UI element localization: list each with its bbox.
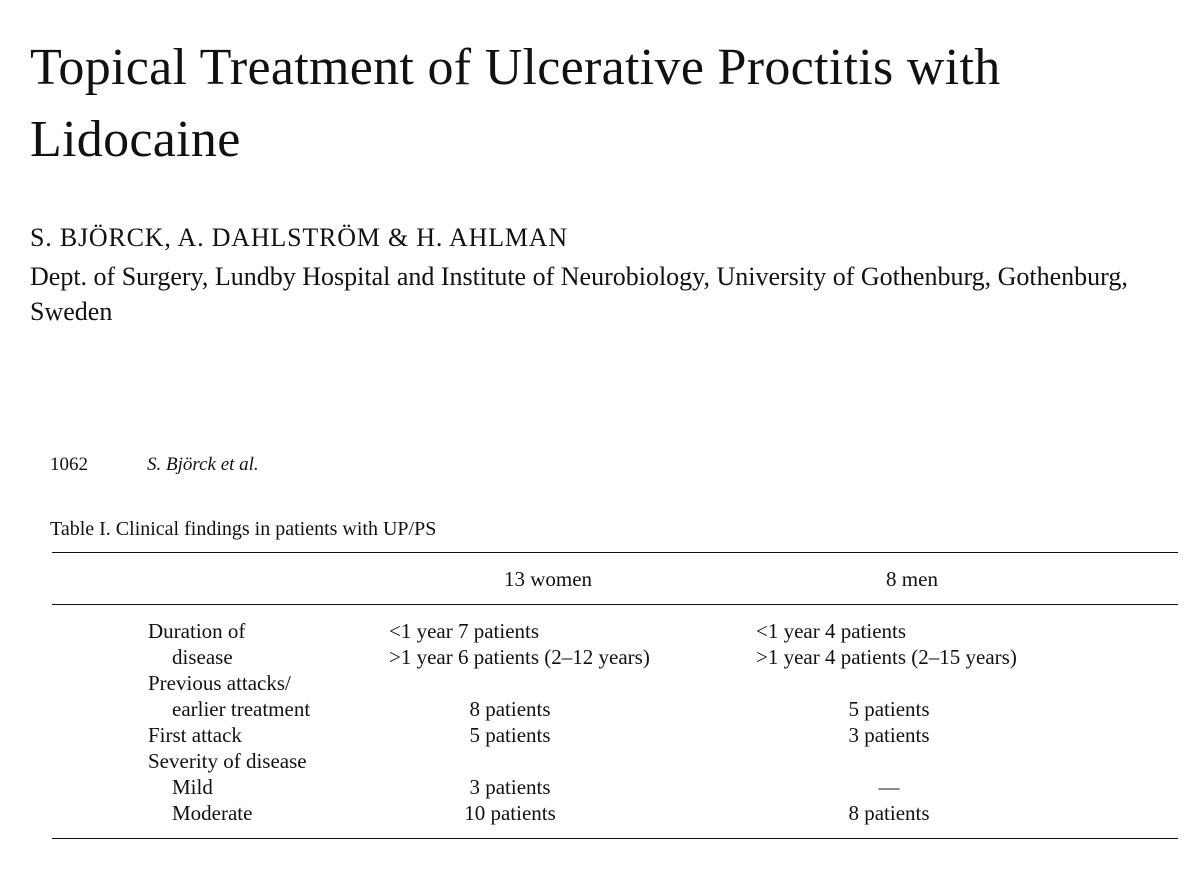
row-label-mild: Mild bbox=[172, 775, 213, 799]
cell-men-earlier-treatment: 5 patients bbox=[848, 697, 930, 721]
row-label-severity: Severity of disease bbox=[148, 749, 307, 773]
table-bottom-rule bbox=[52, 838, 1178, 839]
row-label-first-attack: First attack bbox=[148, 723, 242, 747]
running-header bbox=[50, 453, 259, 477]
author-list: S. BJÖRCK, A. DAHLSTRÖM & H. AHLMAN bbox=[30, 223, 568, 252]
cell-men-duration-lt1: <1 year 4 patients bbox=[756, 619, 907, 643]
cell-women-mild: 3 patients bbox=[469, 775, 551, 799]
cell-women-earlier-treatment: 8 patients bbox=[469, 697, 551, 721]
table-caption: Table I. Clinical findings in patients with UP/PS bbox=[50, 518, 437, 540]
cell-women-moderate: 10 patients bbox=[464, 801, 556, 825]
row-label-moderate: Moderate bbox=[172, 801, 253, 825]
cell-women-first-attack: 5 patients bbox=[469, 723, 551, 747]
cell-men-moderate: 8 patients bbox=[848, 801, 930, 825]
row-label-duration: Duration of bbox=[148, 619, 246, 643]
cell-men-first-attack: 3 patients bbox=[848, 723, 930, 747]
row-label-disease: disease bbox=[172, 645, 233, 669]
article-title: Topical Treatment of Ulcerative Proctitis with Lidocaine bbox=[30, 39, 1001, 168]
running-authors: S. Björck et al. bbox=[147, 454, 259, 475]
author-affiliation: Dept. of Surgery, Lundby Hospital and Institute of Neurobiology, University of Gothenburg, Gothenburg, Sweden bbox=[30, 262, 1128, 326]
cell-women-duration-gt1: >1 year 6 patients (2–12 years) bbox=[389, 645, 650, 669]
table-header-rule bbox=[52, 604, 1178, 605]
cell-men-mild: — bbox=[878, 775, 900, 799]
row-label-previous-attacks: Previous attacks/ bbox=[148, 671, 291, 695]
table-top-rule bbox=[52, 552, 1178, 553]
cell-women-duration-lt1: <1 year 7 patients bbox=[389, 619, 540, 643]
column-header-women: 13 women bbox=[503, 567, 593, 591]
row-label-earlier-treatment: earlier treatment bbox=[172, 697, 311, 721]
column-header-men: 8 men bbox=[886, 567, 938, 591]
page-number: 1062 bbox=[50, 454, 88, 475]
cell-men-duration-gt1: >1 year 4 patients (2–15 years) bbox=[756, 645, 1017, 669]
